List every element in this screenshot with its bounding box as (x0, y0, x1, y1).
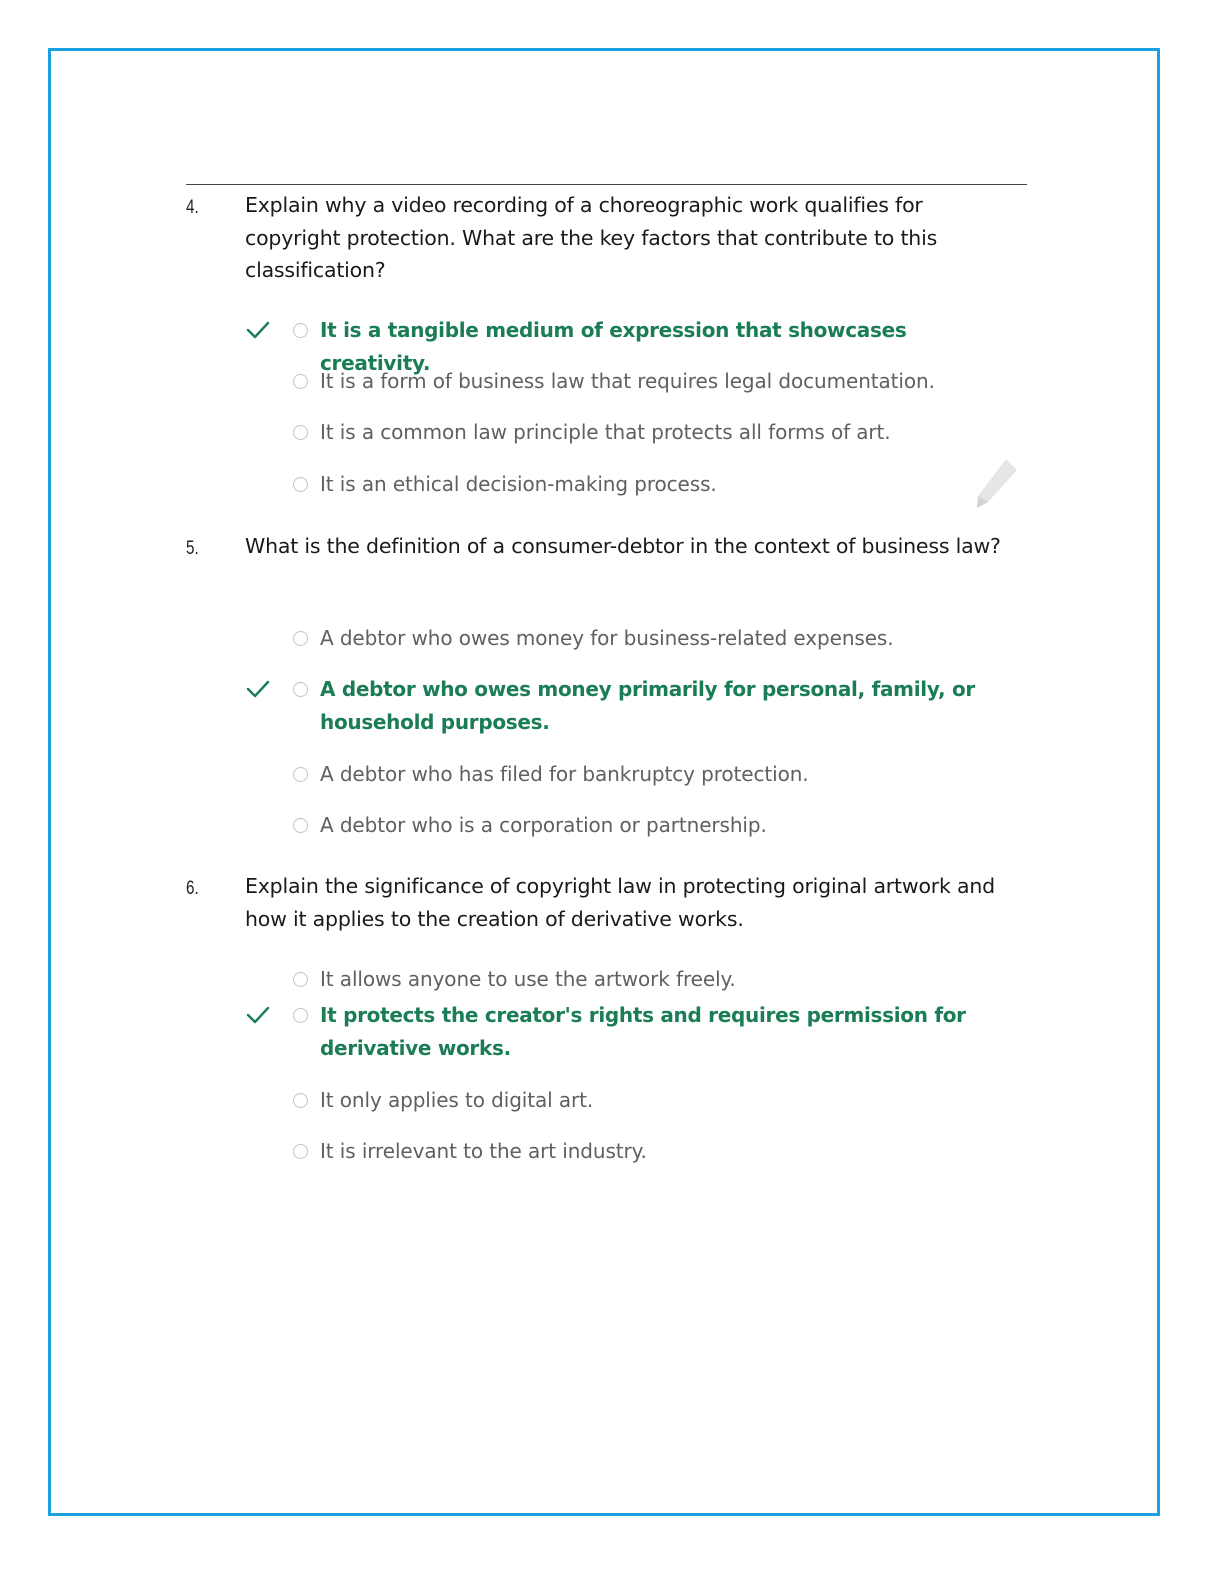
answer-label: It only applies to digital art. (320, 1088, 594, 1112)
question-number: 6. (186, 878, 199, 899)
top-divider (186, 184, 1027, 185)
question-text: Explain the significance of copyright law in protecting original artwork and how it applies to the creation of derivative works. (245, 874, 995, 931)
answer-label: A debtor who owes money primarily for personal, family, or household purposes. (320, 677, 975, 734)
radio-button-icon[interactable] (293, 425, 308, 440)
question-number: 5. (186, 538, 199, 559)
radio-button-icon[interactable] (293, 477, 308, 492)
question-text: Explain why a video recording of a choreographic work qualifies for copyright protection. What are the key factors that contribute to this classification? (245, 193, 938, 282)
answer-label: It allows anyone to use the artwork freely. (320, 967, 736, 991)
radio-button-icon[interactable] (293, 1093, 308, 1108)
question-text: What is the definition of a consumer-debtor in the context of business law? (245, 534, 1001, 558)
radio-button-icon[interactable] (293, 972, 308, 987)
answer-label: It is irrelevant to the art industry. (320, 1139, 647, 1163)
radio-button-icon[interactable] (293, 767, 308, 782)
answer-label: It is a form of business law that requires legal documentation. (320, 369, 935, 393)
radio-button-icon[interactable] (293, 631, 308, 646)
question-number: 4. (186, 197, 199, 218)
answer-label: A debtor who is a corporation or partnership. (320, 813, 767, 837)
answer-label: It protects the creator's rights and requires permission for derivative works. (320, 1003, 966, 1060)
check-icon (246, 320, 270, 340)
answer-label: A debtor who owes money for business-related expenses. (320, 626, 894, 650)
radio-button-icon[interactable] (293, 1008, 308, 1023)
answer-label: It is a tangible medium of expression that showcases creativity. (320, 318, 907, 375)
radio-button-icon[interactable] (293, 374, 308, 389)
radio-button-icon[interactable] (293, 1144, 308, 1159)
radio-button-icon[interactable] (293, 323, 308, 338)
pencil-icon (974, 456, 1020, 512)
check-icon (246, 1005, 270, 1025)
answer-label: It is a common law principle that protects all forms of art. (320, 420, 891, 444)
check-icon (246, 679, 270, 699)
radio-button-icon[interactable] (293, 818, 308, 833)
answer-label: A debtor who has filed for bankruptcy protection. (320, 762, 809, 786)
answer-label: It is an ethical decision-making process. (320, 472, 717, 496)
radio-button-icon[interactable] (293, 682, 308, 697)
